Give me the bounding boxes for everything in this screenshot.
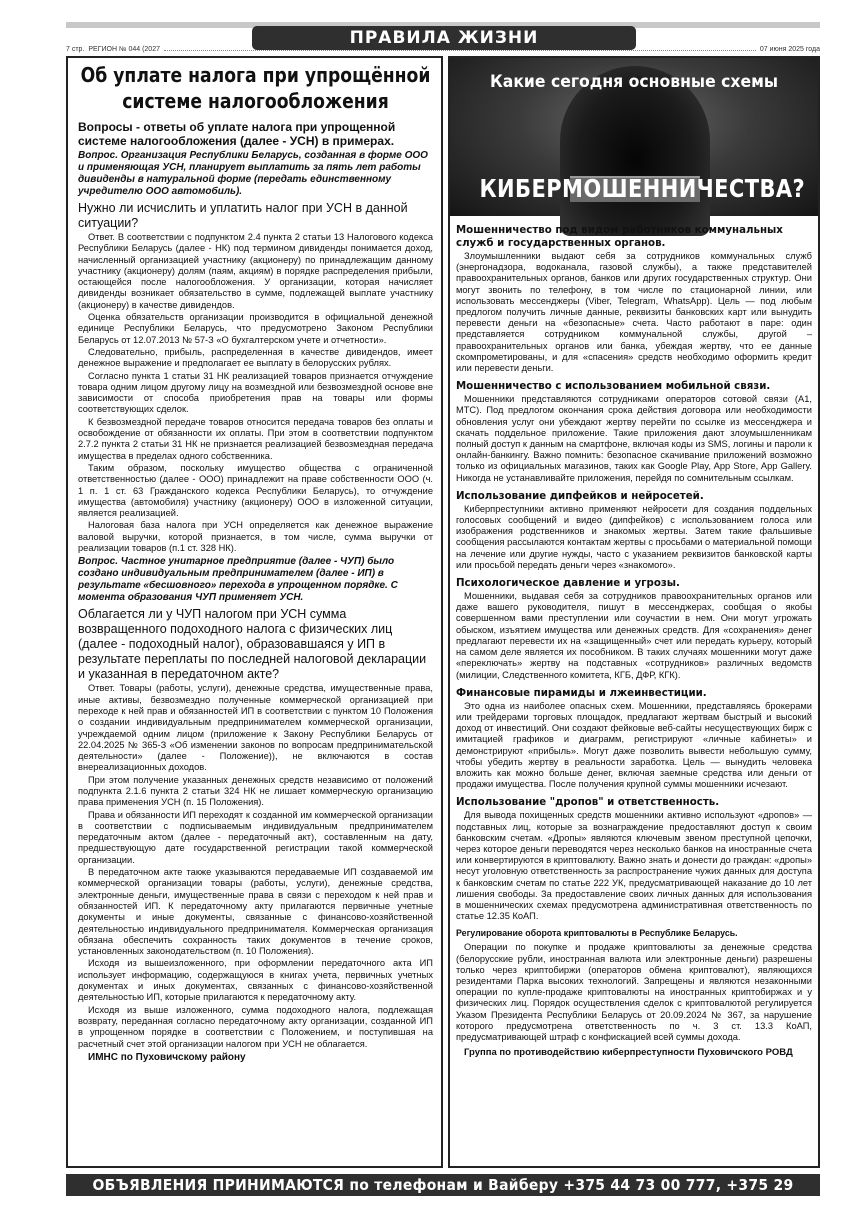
answer-1-paragraph: Ответ. В соответствии с подпунктом 2.4 пункта 2 статьи 13 Налогового кодекса Республики Беларусь (далее - НК) под термином дивиденды понимается доход, начисленный организацией участнику (акционеру) по принадлежащим данному участнику (акционеру) долям (паям, акциям) в порядке распределения прибыли, остающейся после налогообложения. У организации, которая начисляет дивиденды возникает обязательство в сумме, подлежащей выплате участнику (акционеру) в качестве дивидендов.: [78, 232, 433, 310]
section-heading: Психологическое давление и угрозы.: [456, 576, 680, 590]
answer-2-paragraph: Исходя из выше изложенного, сумма подоходного налога, подлежащая возврату, переданная согласно передаточному акту организации, созданной ИП в упрощенном порядке в соответствии с Положением, и поступившая на расчетный счет этой организации налогом при УСН не облагается.: [78, 1004, 433, 1049]
section-paragraph: Мошенники, выдавая себя за сотрудников правоохранительных органов или даже вашего руководителя, пишут в мессенджерах, сообщая о якобы совершенном вами преступлении или соучастии в нем. Они могут угрожать обыском, изъятием имущества или денежных средств. Для «сохранения» денег предлагают перевести их на «защищенный» счет или передать курьеру, который на самом деле является их пособником. В таких случаях мошенники могут даже «переключать» жертву на подставных «сотрудников» различных ведомств (милиции, Следственного комитета, КГБ, ДФР, КГК).: [456, 591, 812, 680]
hero-title-line2: КИБЕРМОШЕННИЧЕСТВА?: [479, 174, 806, 203]
answer-1-paragraph: Согласно пункта 1 статьи 31 НК реализацией товаров признается отчуждение товара одним лицом другому лицу на возмездной или безвозмездной основе вне зависимости от способа приобретения прав на товары или формы соответствующих сделок.: [78, 370, 433, 415]
question-2-ask: Облагается ли у ЧУП налогом при УСН сумма возвращенного подоходного налога с физических лиц (далее - подоходный налог), образовавшаяся у ИП в результате переплаты по последней налоговой декларации и указанная в передаточном акте?: [78, 607, 427, 682]
cyber-article-signature: Группа по противодействию киберпреступности Пуховичского РОВД: [464, 1047, 793, 1059]
section-paragraph: Это одна из наиболее опасных схем. Мошенники, представляясь брокерами или трейдерами торговых площадок, предлагают жертвам быстрый и высокий доход от инвестиций. Они создают фейковые веб-сайты несуществующих бирж с имитацией графиков и диаграмм, регистрируют «личные кабинеты» и демонстрируют «прибыль». Могут даже позволить вывести небольшую сумму, чтобы убедить жертву в реальности заработка. Цель — вынудить человека вложить как можно больше денег, включая заемные средства или деньги от продажи имущества. После получения крупной суммы мошенники исчезают.: [456, 700, 812, 790]
answer-2-paragraph: Исходя из вышеизложенного, при оформлении передаточного акта ИП использует информацию, содержащуюся в книгах учета, первичных учетных документах и иных документах, связанных с финансово-хозяйственной деятельностью ИП, которые прилагаются к передаточному акту.: [78, 958, 433, 1003]
answer-1-paragraph: К безвозмездной передаче товаров относится передача товаров без оплаты и освобождение от обязанности их оплаты. При этом в соответствии подпунктом 2.7.2 пункта 2 статьи 31 НК не признается реализацией безвозмездная передача имущества в пределах одного собственника.: [78, 416, 433, 461]
tax-article-title: Об уплате налога при упрощённой системе налогообложения: [80, 63, 431, 113]
answer-2-paragraph: Ответ. Товары (работы, услуги), денежные средства, имущественные права, иные активы, безвозмездно полученные коммерческой организацией при переходе к ней прав и обязанностей ИП в соответствии с пунктом 10 Положения о создании индивидуальным предпринимателем коммерческой организации, учреждаемой одним лицом (приложение к Закону Республики Беларусь от 22.04.2025 № 365-З «Об изменении законов по вопросам предпринимательской деятельности» (далее - Положение)), не включаются в состав внереализационных доходов.: [78, 683, 433, 773]
section-heading: Использование "дропов" и ответственность.: [456, 795, 720, 809]
cyber-article: [448, 56, 820, 1168]
ads-footer-bar: [66, 1174, 820, 1216]
question-1-ask: Нужно ли исчислить и уплатить налог при УСН в данной ситуации?: [78, 201, 408, 230]
hero-title-line1: Какие сегодня основные схемы: [489, 72, 779, 92]
question-2: Вопрос. Частное унитарное предприятие (далее - ЧУП) было создано индивидуальным предпринимателем (далее - ИП) в результате «бесшовного» перехода в упрощенном порядке. С момента образования ЧУП применяет УСН.: [78, 556, 398, 604]
answer-1-paragraph: Налоговая база налога при УСН определяется как денежное выражение валовой выручки, которой признается, в том числе, сумма выручки от реализации товаров (п.1 ст. 328 НК).: [78, 520, 433, 554]
section-subheading: Регулирование оборота криптовалюты в Республике Беларусь.: [456, 928, 738, 940]
ads-footer-text: ОБЪЯВЛЕНИЯ ПРИНИМАЮТСЯ по телефонам и Вайберу +375 44 73 00 777, +375 29 35 53 005: [92, 1176, 794, 1216]
section-paragraph: Злоумышленники выдают себя за сотрудников коммунальных служб (энергонадзора, водоканала, газовой службы), а также представителей правоохранительных органов, банков или других государственных структур. Они могут звонить по телефону, в том числе по стационарной линии, или использовать мессенджеры (Viber, Telegram, WhatsApp). Цель — под любым предлогом получить личные данные, реквизиты банковских карт или вынудить перевести деньги на «безопасные» счета. Часто работают в паре: один представляется сотрудником коммунальной службы, другой – правоохранительных органов или банка, убеждая жертву, что ее данные скомпрометированы, и для «спасения» средств необходимо оформить кредит или перевести деньги.: [456, 251, 812, 374]
issue-date: 07 июня 2025 года: [759, 46, 820, 53]
section-paragraph: Мошенники представляются сотрудниками операторов сотовой связи (A1, МТС). Под предлогом окончания срока действия договора или необходимости обновления услуг они убеждают жертву перейти по ссылке из мессенджера и скачать поддельное приложение. Такие приложения дают злоумышленникам полный доступ к данным на смартфоне, включая коды из SMS, логины и пароли к онлайн-банкингу. Важно помнить: безопасное скачивание приложений возможно только из официальных магазинов, таких как Google Play, App Store, App Gallery. Никогда не устанавливайте приложения, перейдя по сомнительным ссылкам.: [456, 394, 812, 483]
section-heading: Использование дипфейков и нейросетей.: [456, 488, 704, 502]
tax-article-signature: ИМНС по Пуховичскому району: [88, 1051, 246, 1063]
issue-number: РЕГИОН № 044 (2027: [88, 46, 160, 53]
tax-article: [66, 56, 443, 1168]
answer-1-paragraph: Таким образом, поскольку имущество общества с ограниченной ответственностью (далее - ООО) принадлежит на праве собственности ООО (ч. 1 п. 1 ст. 63 Гражданского кодекса Республики Беларусь), то отчуждение имущества (автомобиля) участнику (акционеру) ООО в изложенной ситуации, является реализацией.: [78, 462, 433, 519]
tax-article-lead: Вопросы - ответы об уплате налога при упрощенной системе налогообложения (далее - УСН) в примерах.: [78, 120, 396, 148]
section-heading: Финансовые пирамиды и лжеинвестиции.: [456, 685, 707, 699]
page-number: 7 стр.: [66, 46, 85, 53]
section-heading: Мошенничество под видом работников коммунальных служб и государственных органов.: [456, 223, 783, 249]
answer-2-paragraph: При этом получение указанных денежных средств независимо от положений подпункта 2.1.6 пункта 2 статьи 324 НК не лишает коммерческую организацию права применения УСН (п. 15 Положения).: [78, 774, 433, 808]
hacker-illustration: [450, 58, 818, 216]
question-1: Вопрос. Организация Республики Беларусь, созданная в форме ООО и применяющая УСН, планирует выплатить за пять лет работы дивиденды в натуральной форме (передать единственному учредителю ООО автомобиль).: [78, 150, 428, 197]
issue-line: [66, 46, 820, 53]
answer-2-paragraph: В передаточном акте также указываются передаваемые ИП создаваемой им коммерческой организации товары (работы, услуги), денежные средства, электронные деньги, имущественные права в связи с переходом к ней прав и обязанностей ИП. К передаточному акту прилагаются первичные учетные документы и иные документы, связанные с финансово-хозяйственной деятельностью индивидуального предпринимателя. Коммерческая организация обязана обеспечить сохранность таких документов в течение сроков, установленных законодательством (п. 10 Положения).: [78, 867, 433, 957]
section-paragraph: Операции по покупке и продаже криптовалюты за денежные средства (белорусские рубли, иностранная валюта или электронные деньги) разрешены только через криптобиржи (операторов обмена криптовалют), являющихся резидентами Парка высоких технологий. Запрещены и являются незаконными операции по купле-продаже криптовалюты на иностранных криптобиржах и у физических лиц. Порядок осуществления сделок с криптовалютой регулируется Указом Президента Республики Беларусь от 20.09.2024 № 367, за нарушение которого предусмотрена ответственность по ч. 3 ст. 13.3 КоАП, предусматривающей штраф с конфискацией всей суммы дохода.: [456, 942, 812, 1042]
section-paragraph: Киберпреступники активно применяют нейросети для создания поддельных голосовых сообщений и видео (дипфейков) с использованием голоса или изображения родственников и знакомых жертвы. Затем такие фальшивые сообщения рассылаются контактам жертвы с просьбами о материальной помощи на лечение или другие нужды, часто с указанием реквизитов банковской карты или просьбой передать деньги через «знакомого».: [456, 503, 812, 570]
section-paragraph: Для вывода похищенных средств мошенники активно используют «дропов» — подставных лиц, которые за вознаграждение предоставляют доступ к своим банковским счетам. «Дропы» являются ключевым звеном преступной цепочки, через которое деньги переводятся через несколько банков на иностранные счета или конвертируются в криптовалюту. Важно знать и донести до граждан: «дропы» несут уголовную ответственность за распространение чужих данных для доступа к банковским счетам по статье 222 УК, предусматривающей наказание до 10 лет лишения свободы. За предоставление своих личных данных для использования в мошеннических схемах предусмотрена административная ответственность по статье 12.35 КоАП.: [456, 810, 812, 922]
section-title: ПРАВИЛА ЖИЗНИ: [252, 26, 636, 50]
answer-2-paragraph: Права и обязанности ИП переходят к созданной им коммерческой организации в соответствии с подписываемым индивидуальным предпринимателем передаточным актом (далее - передаточный акт), составленным на дату, предшествующую дате государственной регистрации такой коммерческой организации.: [78, 809, 433, 865]
section-heading: Мошенничество с использованием мобильной связи.: [456, 379, 771, 393]
answer-1-paragraph: Следовательно, прибыль, распределенная в качестве дивидендов, имеет денежное выражение и предполагает ее выплату в белорусских рублях.: [78, 346, 433, 369]
issue-dots: [164, 46, 756, 51]
answer-1-paragraph: Оценка обязательств организации производится в официальной денежной единице Республики Беларусь, что предусмотрено Законом Республики Беларусь от 12.07.2013 № 57-З «О бухгалтерском учете и отчетности».: [78, 312, 433, 345]
